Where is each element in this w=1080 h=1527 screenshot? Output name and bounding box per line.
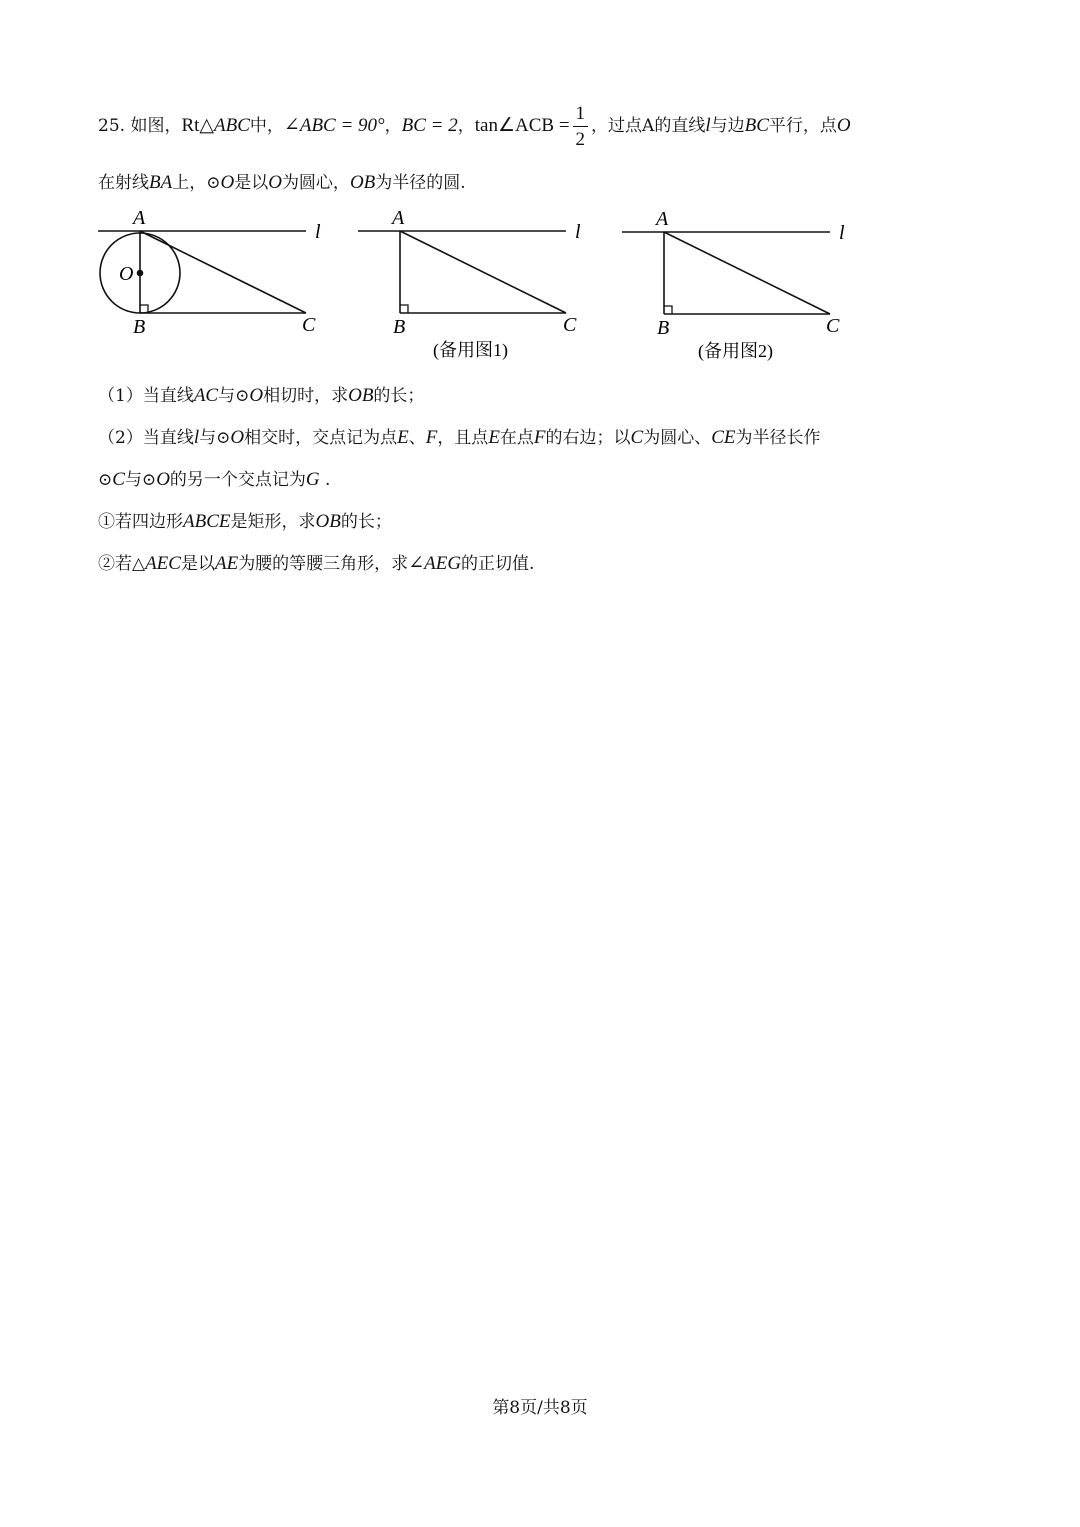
math-ob: OB bbox=[315, 511, 341, 532]
text: 是矩形，求 bbox=[230, 512, 316, 532]
math-l: l bbox=[705, 115, 711, 136]
problem-line-1 bbox=[98, 104, 851, 149]
question-2-part-2 bbox=[98, 549, 534, 575]
fraction-numerator: 1 bbox=[573, 104, 589, 127]
math-l: l bbox=[193, 427, 200, 448]
label-l: l bbox=[315, 221, 321, 243]
problem-number: 25. bbox=[98, 116, 126, 136]
math-angle-aeg: ∠AEG bbox=[408, 553, 462, 574]
math-angle-abc: ∠ABC = 90° bbox=[283, 115, 385, 136]
figure-backup-2 bbox=[622, 232, 830, 314]
text: 为圆心、 bbox=[643, 428, 712, 448]
math-ba: BA bbox=[149, 172, 173, 193]
text: 在射线 bbox=[98, 173, 149, 193]
text: . bbox=[319, 470, 331, 490]
text: 如图， bbox=[130, 116, 182, 136]
text: 的正切值. bbox=[461, 554, 535, 574]
question-1 bbox=[98, 381, 424, 407]
text: 中， bbox=[249, 116, 284, 136]
problem-line-2 bbox=[98, 168, 466, 194]
text: ，且点 bbox=[437, 428, 489, 448]
math-ac: AC bbox=[193, 385, 219, 406]
math-c: C bbox=[112, 469, 125, 490]
label-o: O bbox=[119, 263, 134, 285]
math-o: O bbox=[836, 115, 851, 136]
text: 为半径的圆. bbox=[375, 173, 466, 193]
math-f: F bbox=[533, 427, 546, 448]
text: 与边 bbox=[710, 116, 745, 136]
page-footer: 第8页/共8页 bbox=[492, 1398, 588, 1418]
text: 的长； bbox=[373, 386, 425, 406]
text: 为腰的等腰三角形，求 bbox=[238, 554, 409, 574]
math-bc: BC = 2 bbox=[401, 115, 458, 136]
math-o: O bbox=[156, 469, 170, 490]
text: ②若△ bbox=[98, 554, 146, 574]
text: 的另一个交点记为 bbox=[169, 470, 306, 490]
text: 与⊙ bbox=[199, 428, 231, 448]
math-ce: CE bbox=[711, 427, 736, 448]
text: 是以 bbox=[180, 554, 215, 574]
caption-backup-2: (备用图2) bbox=[698, 341, 773, 361]
question-2-line-2 bbox=[98, 465, 330, 491]
label-l: l bbox=[839, 222, 845, 244]
text: ⊙ bbox=[98, 470, 113, 490]
question-2-part-1 bbox=[98, 507, 392, 533]
text: 相切时，求 bbox=[263, 386, 349, 406]
text: 的长； bbox=[340, 512, 392, 532]
text: 平行，点 bbox=[768, 116, 837, 136]
math-ae: AE bbox=[214, 553, 239, 574]
math-rt: Rt△ bbox=[181, 115, 215, 136]
math-ob: OB bbox=[348, 385, 374, 406]
math-e: E bbox=[488, 427, 500, 448]
math-o: O bbox=[268, 172, 282, 193]
label-a: A bbox=[133, 207, 146, 229]
math-aec: AEC bbox=[145, 553, 181, 574]
text: 在点 bbox=[499, 428, 534, 448]
math-ob: OB bbox=[349, 172, 376, 193]
text: 与⊙ bbox=[124, 470, 157, 490]
text: （2）当直线 bbox=[98, 428, 194, 448]
text: 为半径长作 bbox=[735, 428, 821, 448]
text: 相交时，交点记为点 bbox=[244, 428, 398, 448]
label-a: A bbox=[392, 207, 405, 229]
right-angle-mark bbox=[400, 305, 408, 313]
math-o: O bbox=[230, 427, 245, 448]
label-c: C bbox=[826, 315, 840, 337]
math-g: G bbox=[305, 469, 320, 490]
math-c: C bbox=[630, 427, 644, 448]
text: （1）当直线 bbox=[98, 386, 194, 406]
text: ， bbox=[457, 116, 475, 136]
math-abc: ABC bbox=[214, 115, 250, 136]
point-o bbox=[138, 271, 143, 276]
label-b: B bbox=[133, 316, 146, 338]
math-tan: tan∠ACB = bbox=[474, 115, 570, 136]
text: 与⊙ bbox=[218, 386, 250, 406]
label-a: A bbox=[656, 208, 669, 230]
math-o: O bbox=[249, 385, 264, 406]
text: ①若四边形 bbox=[98, 512, 183, 532]
text: ， bbox=[384, 116, 402, 136]
text: 上，⊙ bbox=[172, 173, 221, 193]
math-bc: BC bbox=[744, 115, 769, 136]
label-b: B bbox=[393, 316, 406, 338]
segment-ac bbox=[664, 232, 830, 314]
math-o: O bbox=[220, 172, 235, 193]
math-e: E bbox=[397, 427, 409, 448]
right-angle-mark bbox=[664, 306, 672, 314]
label-l: l bbox=[575, 221, 581, 243]
text: ，过点A的直线 bbox=[591, 116, 706, 136]
text: 、 bbox=[408, 428, 426, 448]
segment-ac bbox=[140, 231, 306, 313]
label-c: C bbox=[563, 314, 577, 336]
figures bbox=[0, 200, 1080, 370]
text: 是以 bbox=[234, 173, 269, 193]
caption-backup-1: (备用图1) bbox=[433, 340, 508, 360]
text: 为圆心， bbox=[281, 173, 350, 193]
segment-ac bbox=[400, 231, 566, 313]
text: 的右边；以 bbox=[545, 428, 631, 448]
label-b: B bbox=[657, 317, 670, 339]
fraction-one-half bbox=[573, 104, 589, 149]
question-2-line-1 bbox=[98, 423, 821, 449]
math-abce: ABCE bbox=[183, 511, 231, 532]
math-f: F bbox=[425, 427, 438, 448]
label-c: C bbox=[302, 314, 316, 336]
figure-backup-1 bbox=[358, 231, 566, 313]
fraction-denominator: 2 bbox=[575, 129, 586, 150]
